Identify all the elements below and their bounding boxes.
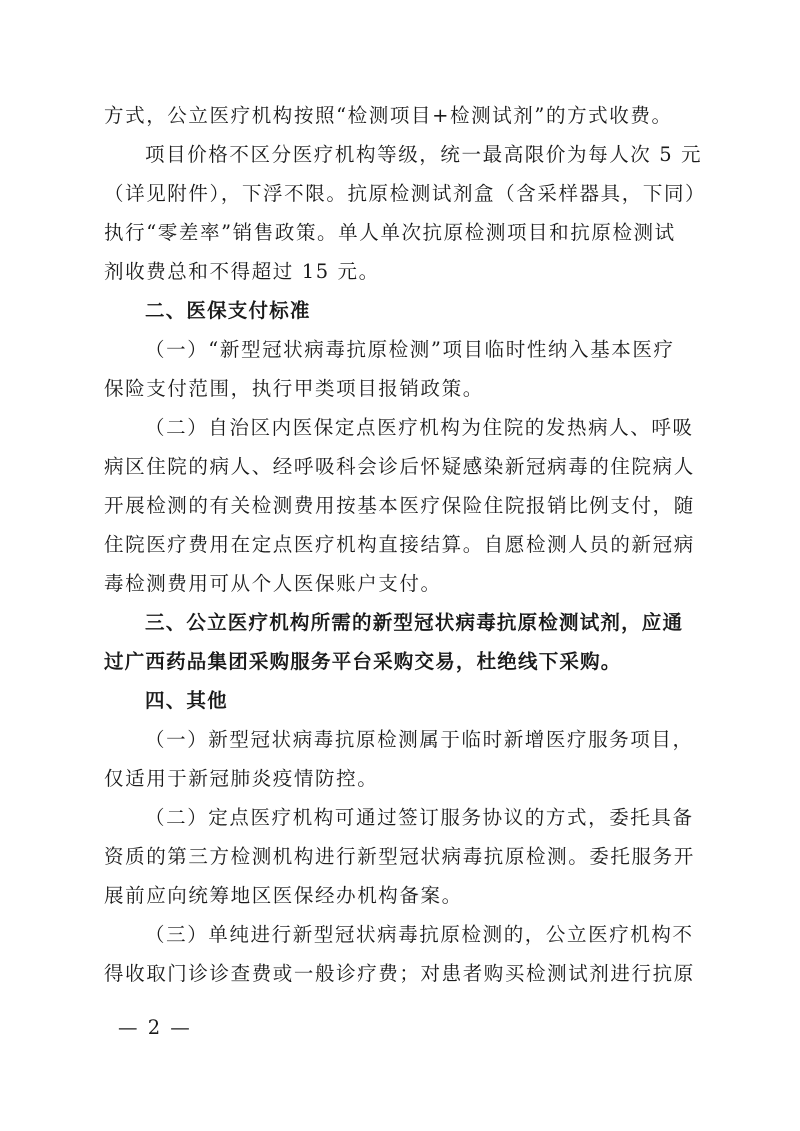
paragraph-line: 方式，公立医疗机构按照“检测项目+检测试剂”的方式收费。: [104, 104, 673, 127]
paragraph-line: 仅适用于新冠肺炎疫情防控。: [104, 767, 379, 790]
section-heading-3: 三、公立医疗机构所需的新型冠状病毒抗原检测试剂，应通: [145, 611, 684, 634]
section-heading-2: 二、医保支付标准: [145, 299, 311, 322]
paragraph-line: 开展检测的有关检测费用按基本医疗保险住院报销比例支付，随: [104, 494, 695, 517]
section-heading-3-continued: 过广西药品集团采购服务平台采购交易，杜绝线下采购。: [104, 650, 622, 673]
paragraph-line: 剂收费总和不得超过 15 元。: [104, 260, 380, 283]
paragraph-line: 项目价格不区分医疗机构等级，统一最高限价为每人次 5 元: [145, 143, 703, 166]
document-body: [104, 96, 708, 993]
paragraph-line: 执行“零差率”销售政策。单人单次抗原检测项目和抗原检测试: [104, 221, 676, 244]
paragraph-line: 得收取门诊诊查费或一般诊疗费；对患者购买检测试剂进行抗原: [104, 962, 695, 985]
paragraph-line: （二）自治区内医保定点医疗机构为住院的发热病人、呼吸: [145, 416, 694, 439]
section-heading-4: 四、其他: [145, 689, 228, 712]
paragraph-line: 资质的第三方检测机构进行新型冠状病毒抗原检测。委托服务开: [104, 845, 695, 868]
paragraph-line: （三）单纯进行新型冠状病毒抗原检测的，公立医疗机构不: [145, 923, 694, 946]
paragraph-line: （二）定点医疗机构可通过签订服务协议的方式，委托具备: [145, 806, 694, 829]
paragraph-line: 住院医疗费用在定点医疗机构直接结算。自愿检测人员的新冠病: [104, 533, 695, 556]
paragraph-line: 毒检测费用可从个人医保账户支付。: [104, 572, 442, 595]
page-number: — 2 —: [118, 1016, 192, 1039]
paragraph-line: （详见附件），下浮不限。抗原检测试剂盒（含采样器具，下同）: [104, 182, 707, 205]
paragraph-line: （一）“新型冠状病毒抗原检测”项目临时性纳入基本医疗: [145, 338, 675, 361]
paragraph-line: 保险支付范围，执行甲类项目报销政策。: [104, 377, 484, 400]
paragraph-line: 展前应向统筹地区医保经办机构备案。: [104, 884, 463, 907]
paragraph-line: 病区住院的病人、经呼吸科会诊后怀疑感染新冠病毒的住院病人: [104, 455, 695, 478]
paragraph-line: （一）新型冠状病毒抗原检测属于临时新增医疗服务项目，: [145, 728, 694, 751]
